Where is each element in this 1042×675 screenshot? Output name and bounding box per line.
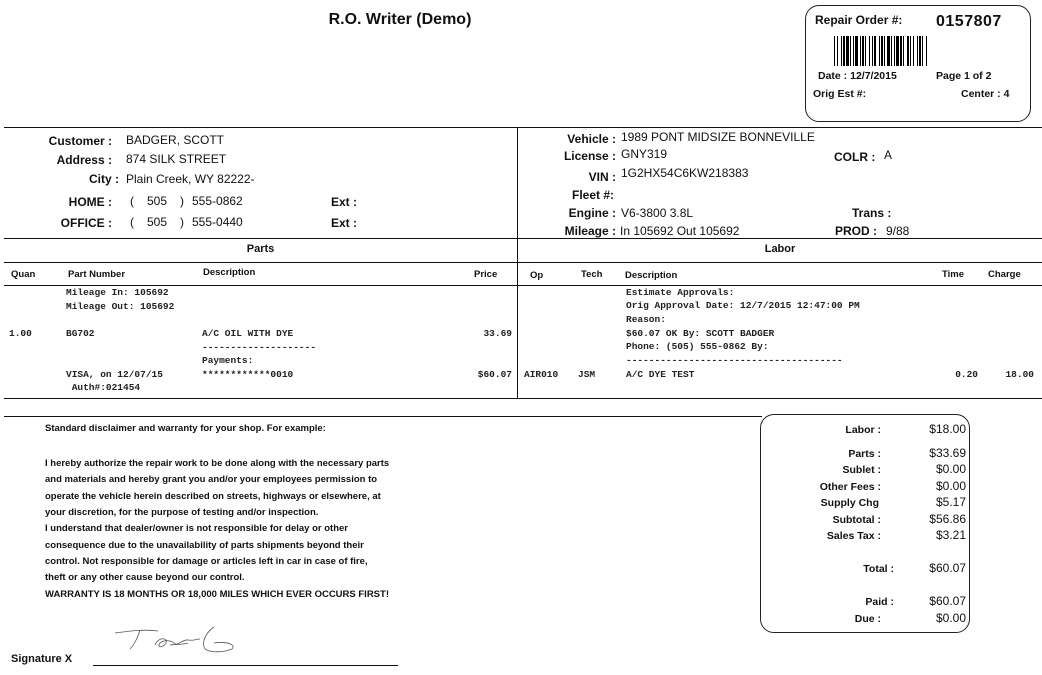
labor-separator: -------------------------------------- <box>626 355 843 366</box>
divider <box>4 285 1042 286</box>
vin-label: VIN : <box>588 170 616 184</box>
prod-value: 9/88 <box>886 224 910 238</box>
disclaimer-heading: Standard disclaimer and warranty for your shop. For example: <box>45 423 326 434</box>
color-value: A <box>884 148 893 162</box>
col-op: Op <box>530 270 544 281</box>
repair-order-label: Repair Order #: <box>815 13 903 27</box>
part-price: 33.69 <box>483 328 512 339</box>
office-phone-label: OFFICE : <box>60 216 112 230</box>
disclaimer-line: I hereby authorize the repair work to be done along with the necessary parts <box>45 458 390 469</box>
color-label: COLR : <box>834 150 876 164</box>
supply-charge-label: Supply Chg <box>820 497 879 509</box>
paid-label: Paid : <box>865 596 894 608</box>
home-phone-label: HOME : <box>68 195 112 209</box>
payment-auth: Auth#:021454 <box>66 382 141 393</box>
sublet-value: $0.00 <box>935 462 966 476</box>
part-description: A/C OIL WITH DYE <box>202 328 294 339</box>
subtotal-label: Subtotal : <box>832 514 881 526</box>
divider <box>4 398 1042 399</box>
center-label: Center : <box>961 88 1001 100</box>
payments-label: Payments: <box>202 355 254 366</box>
labor-tech: JSM <box>578 369 596 380</box>
center-value: 4 <box>1003 88 1010 100</box>
signature-line[interactable] <box>93 665 398 666</box>
supply-charge-value: $5.17 <box>935 495 966 509</box>
disclaimer-line: control. Not responsible for damage or articles left in car in case of fire, <box>45 556 368 567</box>
parts-separator: -------------------- <box>202 342 317 353</box>
parts-total-label: Parts : <box>848 448 881 460</box>
divider <box>4 238 1042 239</box>
office-ext-label: Ext : <box>331 216 358 230</box>
labor-op-code: AIR010 <box>524 369 559 380</box>
barcode-icon <box>834 36 1011 66</box>
home-ext-label: Ext : <box>331 195 358 209</box>
labor-line-text: $60.07 OK By: SCOTT BADGER <box>626 328 775 339</box>
divider <box>4 262 1042 263</box>
office-area-code: 505 <box>147 215 168 229</box>
office-close-paren: ) <box>180 215 184 229</box>
col-labor-description: Description <box>625 270 678 281</box>
disclaimer-line: I understand that dealer/owner is not responsible for delay or other <box>45 523 348 534</box>
divider <box>517 127 518 399</box>
date-value: 12/7/2015 <box>850 70 897 82</box>
disclaimer-line: operate the vehicle herein described on streets, highways or elsewhere, at <box>45 491 381 502</box>
divider <box>4 416 762 417</box>
subtotal-value: $56.86 <box>929 512 966 526</box>
page-title: R.O. Writer (Demo) <box>328 11 472 28</box>
engine-value: V6-3800 3.8L <box>621 206 694 220</box>
disclaimer-line: your discretion, for the purpose of testing and/or inspection. <box>45 507 319 518</box>
grand-total-label: Total : <box>863 563 894 575</box>
address-value: 874 SILK STREET <box>126 152 227 166</box>
parts-section-title: Parts <box>246 243 275 255</box>
part-quantity: 1.00 <box>9 328 32 339</box>
office-open-paren: ( <box>130 215 134 229</box>
part-number: BG702 <box>66 328 95 339</box>
office-phone-number: 555-0440 <box>192 215 243 229</box>
license-value: GNY319 <box>621 147 668 161</box>
payment-card: ************0010 <box>202 369 294 380</box>
col-quan: Quan <box>11 269 36 280</box>
disclaimer-line: theft or any other cause beyond our control. <box>45 572 245 583</box>
labor-description: A/C DYE TEST <box>626 369 695 380</box>
labor-line-text: Estimate Approvals: <box>626 287 735 298</box>
warranty-line: WARRANTY IS 18 MONTHS OR 18,000 MILES WHICH EVER OCCURS FIRST! <box>45 589 389 600</box>
labor-section-title: Labor <box>764 243 796 255</box>
grand-total-value: $60.07 <box>929 561 966 575</box>
labor-time: 0.20 <box>955 369 978 380</box>
labor-line-text: Orig Approval Date: 12/7/2015 12:47:00 PM <box>626 300 860 311</box>
home-phone-number: 555-0862 <box>192 194 243 208</box>
labor-total-value: $18.00 <box>929 422 966 436</box>
page-indicator: Page 1 of 2 <box>936 70 992 82</box>
prod-label: PROD : <box>835 224 877 238</box>
license-label: License : <box>563 149 616 163</box>
vehicle-value: 1989 PONT MIDSIZE BONNEVILLE <box>621 130 815 144</box>
sales-tax-label: Sales Tax : <box>826 530 881 542</box>
parts-line-text: Mileage Out: 105692 <box>66 301 175 312</box>
customer-name: BADGER, SCOTT <box>126 133 225 147</box>
col-charge: Charge <box>988 269 1021 280</box>
home-close-paren: ) <box>180 194 184 208</box>
vehicle-label: Vehicle : <box>567 132 616 146</box>
mileage-value: In 105692 Out 105692 <box>620 224 740 238</box>
city-value: Plain Creek, WY 82222- <box>126 172 255 186</box>
repair-order-number: 0157807 <box>936 13 1002 30</box>
date-label: Date : <box>818 70 848 82</box>
col-tech: Tech <box>581 269 603 280</box>
due-value: $0.00 <box>935 611 966 625</box>
col-parts-description: Description <box>203 267 256 278</box>
home-area-code: 505 <box>147 194 168 208</box>
trans-label: Trans : <box>852 206 892 220</box>
city-label: City : <box>89 172 119 186</box>
col-price: Price <box>474 269 498 280</box>
parts-total-value: $33.69 <box>929 446 966 460</box>
due-label: Due : <box>854 613 881 625</box>
other-fees-value: $0.00 <box>935 479 966 493</box>
vin-value: 1G2HX54C6KW218383 <box>621 166 749 180</box>
col-part-number: Part Number <box>68 269 126 280</box>
disclaimer-line: and materials and hereby grant you and/or your employees permission to <box>45 474 378 485</box>
labor-line-text: Phone: (505) 555-0862 By: <box>626 341 769 352</box>
center-field <box>961 88 1009 100</box>
date-field <box>818 70 897 82</box>
repair-order-box <box>805 5 1031 122</box>
address-label: Address : <box>56 153 112 167</box>
mileage-label: Mileage : <box>564 224 616 238</box>
customer-label: Customer : <box>48 134 112 148</box>
other-fees-label: Other Fees : <box>819 481 881 493</box>
parts-line-text: Mileage In: 105692 <box>66 287 169 298</box>
col-time: Time <box>942 269 965 280</box>
sublet-label: Sublet : <box>842 464 881 476</box>
disclaimer-line: consequence due to the unavailability of parts shipments beyond their <box>45 540 364 551</box>
paid-value: $60.07 <box>929 594 966 608</box>
payment-method: VISA, on 12/07/15 <box>66 369 163 380</box>
signature-icon <box>110 625 240 657</box>
labor-charge: 18.00 <box>1005 369 1034 380</box>
home-open-paren: ( <box>130 194 134 208</box>
labor-total-label: Labor : <box>845 424 881 436</box>
sales-tax-value: $3.21 <box>935 528 966 542</box>
engine-label: Engine : <box>568 206 616 220</box>
divider <box>4 127 1042 128</box>
totals-box <box>760 414 970 633</box>
signature-label: Signature X <box>11 653 73 665</box>
fleet-label: Fleet #: <box>571 188 614 202</box>
labor-line-text: Reason: <box>626 314 666 325</box>
orig-est-label: Orig Est #: <box>813 88 867 100</box>
payment-amount: $60.07 <box>477 369 512 380</box>
